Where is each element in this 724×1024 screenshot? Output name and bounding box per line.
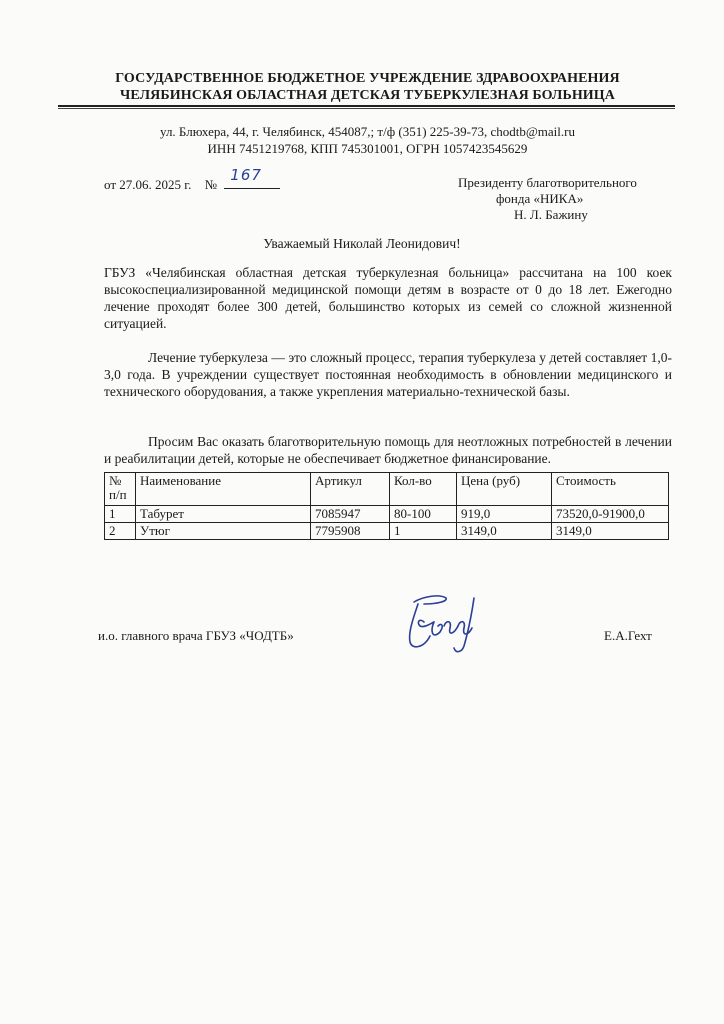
cell-name: Утюг [136, 523, 311, 540]
recipient-block [458, 175, 688, 223]
items-table [104, 472, 669, 540]
cell-name: Табурет [136, 506, 311, 523]
contact-address-line: ул. Блюхера, 44, г. Челябинск, 454087,; т/ф (351) 225-39-73, chodtb@mail.ru [160, 124, 575, 139]
salutation: Уважаемый Николай Леонидович! [263, 236, 461, 251]
recipient-name: Н. Л. Бажину [514, 207, 588, 222]
reference-date: от 27.06. 2025 г. [104, 177, 192, 192]
cell-article: 7795908 [311, 523, 390, 540]
reference-number-field [224, 166, 280, 189]
cell-article: 7085947 [311, 506, 390, 523]
org-name-line-2: ЧЕЛЯБИНСКАЯ ОБЛАСТНАЯ ДЕТСКАЯ ТУБЕРКУЛЕЗНАЯ БОЛЬНИЦА [120, 88, 615, 103]
organization-contacts [60, 123, 675, 157]
contact-registration-line: ИНН 7451219768, КПП 745301001, ОГРН 1057423545629 [207, 141, 528, 156]
recipient-organization: фонда «НИКА» [496, 191, 584, 206]
cell-cost: 73520,0-91900,0 [552, 506, 669, 523]
cell-price: 3149,0 [457, 523, 552, 540]
header-cell-number: № п/п [105, 473, 136, 506]
signatory-name: Е.А.Гехт [604, 628, 652, 643]
cell-cost: 3149,0 [552, 523, 669, 540]
table-row [105, 523, 669, 540]
body-paragraph-2: Лечение туберкулеза — это сложный процесс, терапия туберкулеза у детей составляет 1,0-3,0 года. В учреждении существует постоянная необходимость в обновлении медицинского и технического оборудования, а также укрепления материально-технической базы. [104, 350, 672, 399]
cell-number: 2 [105, 523, 136, 540]
header-divider [58, 105, 675, 107]
signatory-position: и.о. главного врача ГБУЗ «ЧОДТБ» [98, 628, 294, 643]
header-cell-price: Цена (руб) [457, 473, 552, 506]
table-row [105, 506, 669, 523]
header-cell-cost: Стоимость [552, 473, 669, 506]
organization-name [60, 70, 675, 104]
org-name-line-1: ГОСУДАРСТВЕННОЕ БЮДЖЕТНОЕ УЧРЕЖДЕНИЕ ЗДРАВООХРАНЕНИЯ [115, 71, 620, 86]
handwritten-signature [394, 592, 488, 656]
header-cell-article: Артикул [311, 473, 390, 506]
body-paragraph-3: Просим Вас оказать благотворительную помощь для неотложных потребностей в лечении и реабилитации детей, которые не обеспечивает бюджетное финансирование. [104, 434, 672, 466]
cell-quantity: 1 [390, 523, 457, 540]
recipient-title: Президенту благотворительного [458, 175, 637, 190]
cell-price: 919,0 [457, 506, 552, 523]
header-cell-name: Наименование [136, 473, 311, 506]
table-header-row [105, 473, 669, 506]
header-divider-thin [58, 108, 675, 109]
body-paragraph-1: ГБУЗ «Челябинская областная детская туберкулезная больница» рассчитана на 100 коек высокоспециализированной медицинской помощи детям в возрасте от 0 до 18 лет. Ежегодно лечение проходят более 300 детей, большинство которых из семей со сложной жизненной ситуацией. [104, 265, 672, 331]
outgoing-reference [104, 166, 280, 193]
cell-number: 1 [105, 506, 136, 523]
reference-number-label: № [204, 177, 218, 192]
cell-quantity: 80-100 [390, 506, 457, 523]
reference-number-handwritten: 167 [230, 166, 262, 184]
header-cell-quantity: Кол-во [390, 473, 457, 506]
